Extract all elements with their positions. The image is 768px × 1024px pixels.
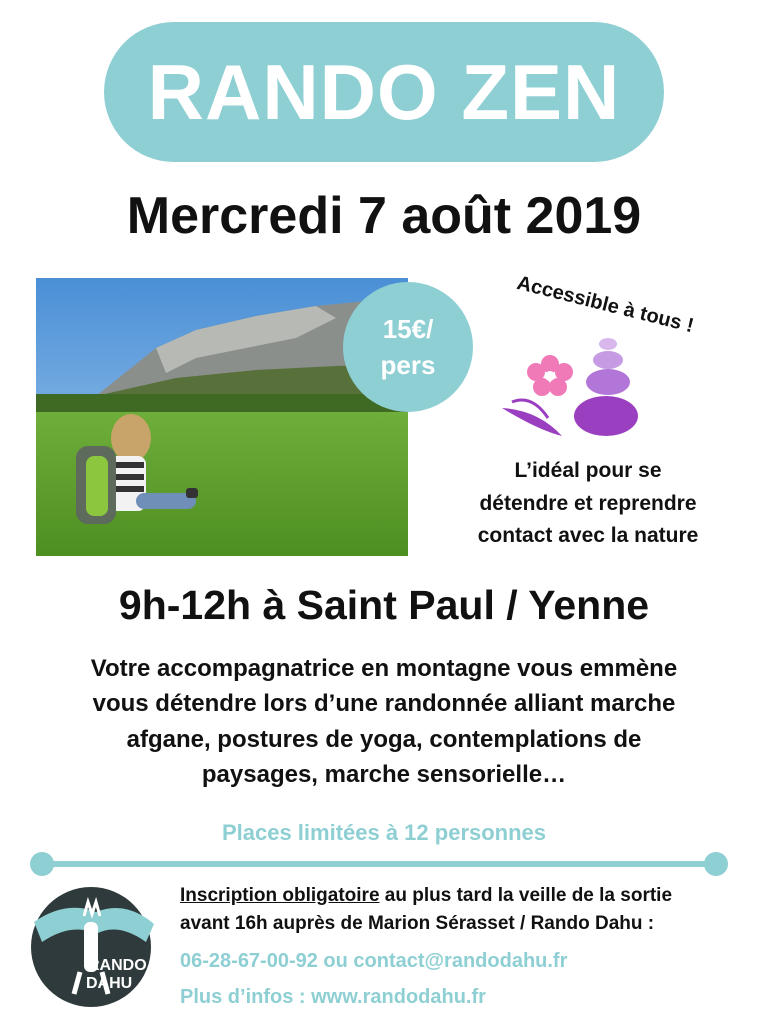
description-line-4: paysages, marche sensorielle… <box>201 760 567 788</box>
event-description <box>30 651 738 792</box>
ideal-line-3: contact avec la nature <box>477 524 699 548</box>
inscription-deadline: au plus tard la veille de la sortie <box>379 885 673 906</box>
website-link[interactable]: Plus d’infos : www.randodahu.fr <box>180 986 486 1008</box>
logo-line-1: RANDO <box>88 957 147 974</box>
description-line-2: vous détendre lors d’une randonnée alliant marche <box>92 690 676 718</box>
ideal-line-1: L’idéal pour se <box>514 459 662 482</box>
rando-dahu-logo <box>26 882 164 1012</box>
accessible-note: Accessible à tous ! <box>514 272 696 338</box>
event-date: Mercredi 7 août 2019 <box>126 187 642 245</box>
description-line-3: afgane, postures de yoga, contemplations de <box>126 725 642 753</box>
ideal-line-2: détendre et reprendre <box>479 491 697 515</box>
divider-dot-right <box>704 852 728 876</box>
title-banner <box>104 22 664 162</box>
time-place: 9h-12h à Saint Paul / Yenne <box>118 582 650 628</box>
logo-line-2: DAHU <box>86 975 133 992</box>
divider-line <box>40 861 716 867</box>
poster-title: RANDO ZEN <box>147 47 621 136</box>
zen-stones-icon <box>498 336 648 446</box>
inscription-line-2: avant 16h auprès de Marion Sérasset / Rando Dahu : <box>180 912 655 934</box>
price-badge <box>343 282 473 412</box>
contact-info[interactable]: 06-28-67-00-92 ou contact@randodahu.fr <box>180 950 568 972</box>
description-line-1: Votre accompagnatrice en montagne vous emmène <box>90 655 678 682</box>
inscription-required: Inscription obligatoire <box>180 885 380 906</box>
inscription-text <box>180 882 750 937</box>
divider-dot-left <box>30 852 54 876</box>
price-amount: 15€/ <box>382 313 434 344</box>
price-unit: pers <box>380 350 436 380</box>
inscription-line-1 <box>180 882 750 910</box>
places-limit: Places limitées à 12 personnes <box>221 820 547 845</box>
ideal-text <box>438 455 738 553</box>
